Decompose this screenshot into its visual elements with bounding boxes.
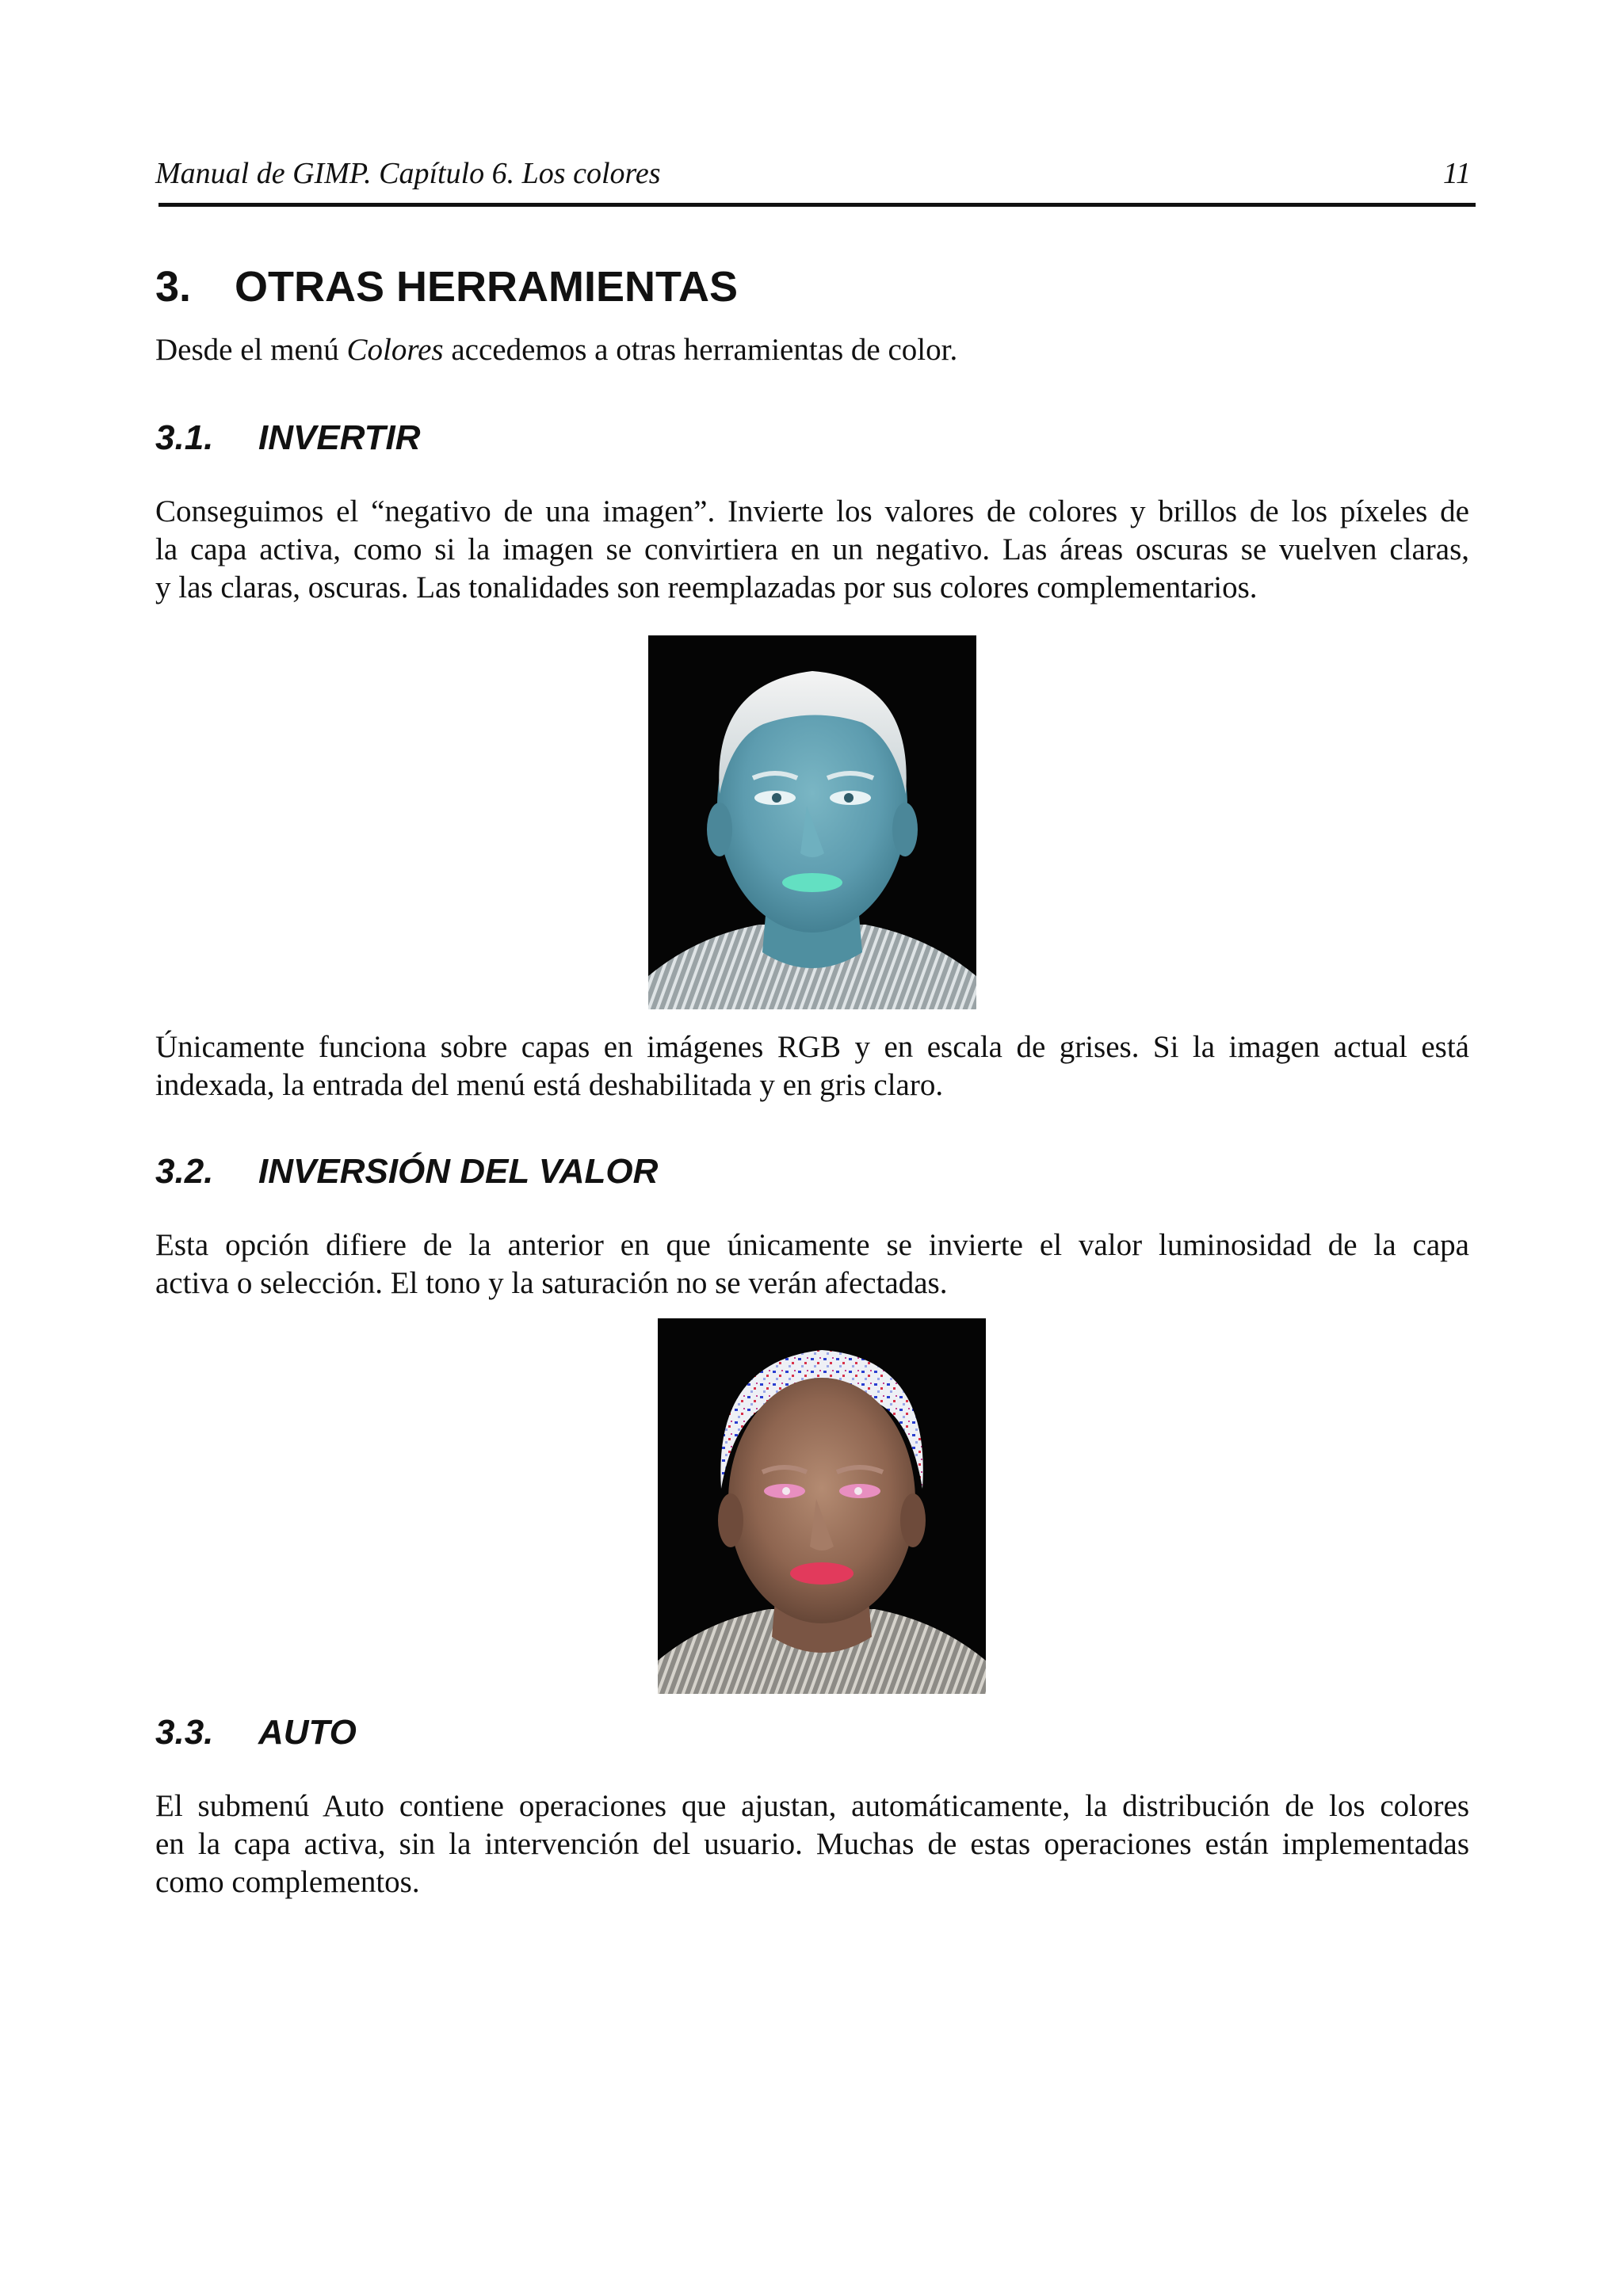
section-3-3-title: AUTO	[258, 1713, 357, 1752]
section-3-3-number: 3.3.	[155, 1713, 214, 1752]
section-3-heading	[155, 261, 738, 312]
paragraph-line: Esta opción difiere de la anterior en que únicamente se invierte el valor luminosidad de la capa	[155, 1228, 1469, 1262]
section-3-1-heading	[155, 417, 421, 460]
paragraph-line: como complementos.	[155, 1865, 420, 1899]
paragraph-line: y las claras, oscuras. Las tonalidades son reemplazadas por sus colores complementarios.	[155, 570, 1258, 605]
value-inverted-portrait-image	[658, 1318, 986, 1694]
running-header-title: Manual de GIMP. Capítulo 6. Los colores	[155, 157, 661, 190]
intro-text-before: Desde el menú	[155, 333, 347, 367]
section-3-1-paragraph-1	[155, 493, 1469, 607]
page-number: 11	[1442, 157, 1471, 190]
intro-menu-name: Colores	[346, 333, 444, 367]
paragraph-line: la capa activa, como si la imagen se convirtiera en un negativo. Las áreas oscuras se vuelven claras,	[155, 532, 1469, 566]
paragraph-line: activa o selección. El tono y la saturación no se verán afectadas.	[155, 1266, 948, 1300]
inverted-portrait-image	[648, 635, 976, 1009]
section-3-2-paragraph	[155, 1226, 1469, 1302]
section-3-title: OTRAS HERRAMIENTAS	[235, 263, 739, 311]
section-3-2-heading	[155, 1150, 658, 1193]
section-3-intro	[155, 331, 1469, 369]
value-inverted-photo-figure	[658, 1318, 986, 1694]
section-3-1-number: 3.1.	[155, 418, 214, 457]
section-3-1-paragraph-2	[155, 1028, 1469, 1104]
section-3-3-paragraph	[155, 1787, 1469, 1901]
paragraph-line: El submenú Auto contiene operaciones que ajustan, automáticamente, la distribución de los colores	[155, 1789, 1469, 1823]
section-3-number: 3.	[155, 263, 192, 311]
section-3-2-title: INVERSIÓN DEL VALOR	[258, 1152, 659, 1191]
intro-text-after: accedemos a otras herramientas de color.	[443, 333, 958, 367]
section-3-1-title: INVERTIR	[258, 418, 421, 457]
paragraph-line: en la capa activa, sin la intervención del usuario. Muchas de estas operaciones están implementadas	[155, 1827, 1469, 1861]
paragraph-line: Conseguimos el “negativo de una imagen”. Invierte los valores de colores y brillos de los píxeles de	[155, 494, 1469, 528]
section-3-2-number: 3.2.	[155, 1152, 214, 1191]
paragraph-line: Únicamente funciona sobre capas en imágenes RGB y en escala de grises. Si la imagen actual está	[155, 1030, 1469, 1064]
section-3-3-heading	[155, 1711, 357, 1754]
header-divider	[158, 203, 1476, 207]
inverted-photo-figure	[648, 635, 976, 1009]
paragraph-line: indexada, la entrada del menú está deshabilitada y en gris claro.	[155, 1068, 944, 1102]
